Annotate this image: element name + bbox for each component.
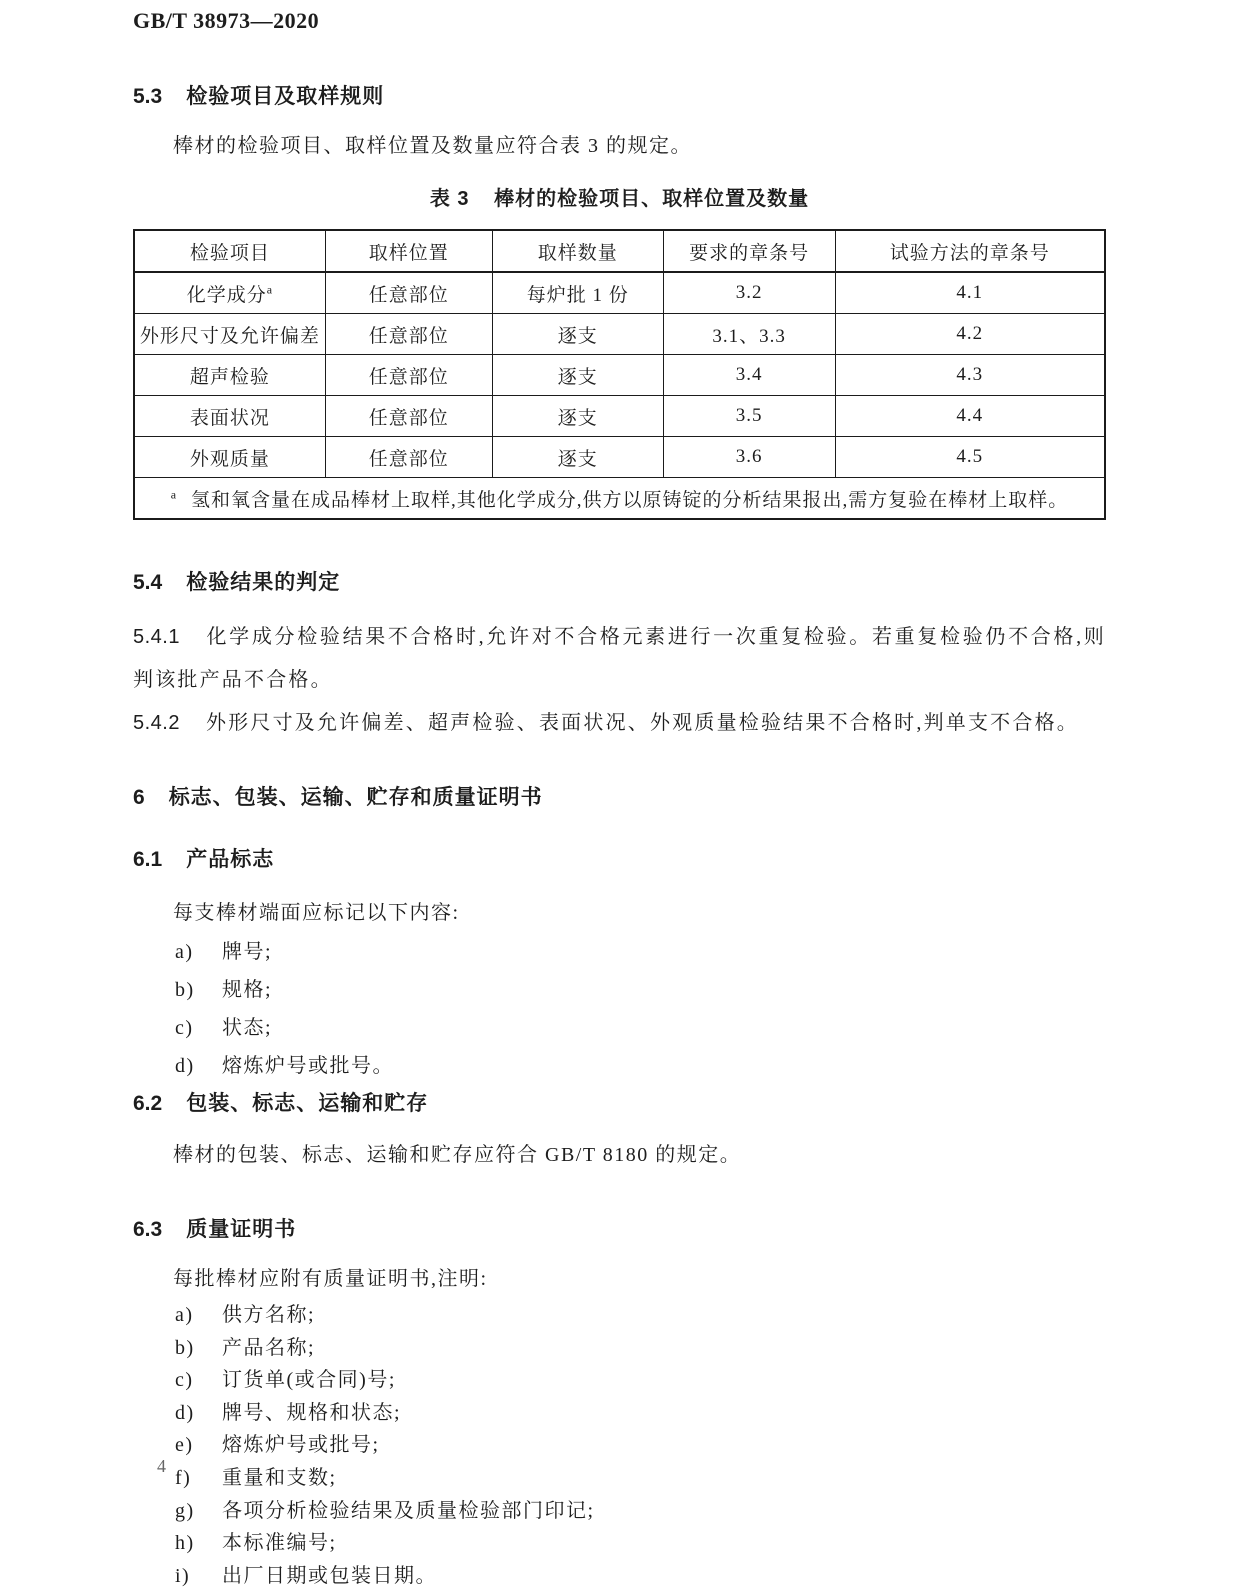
list-item: [133, 1462, 1106, 1495]
section-heading-6-3: [133, 1213, 1106, 1243]
list-item-text: 各项分析检验结果及质量检验部门印记;: [222, 1499, 595, 1522]
list-item-text: 出厂日期或包装日期。: [222, 1564, 437, 1587]
column-header: 取样位置: [325, 230, 492, 272]
table-cell: 3.1、3.3: [663, 314, 835, 355]
cell-text: 化学成分: [186, 284, 267, 306]
clause-text: 外形尺寸及允许偏差、超声检验、表面状况、外观质量检验结果不合格时,判单支不合格。: [205, 712, 1079, 734]
table-3: [133, 229, 1106, 520]
list-item: [133, 1009, 1106, 1047]
list-item-marker: e): [175, 1434, 194, 1457]
footnote-marker: a: [170, 487, 178, 502]
list-item-marker: c): [175, 1369, 194, 1392]
clause-text: 化学成分检验结果不合格时,允许对不合格元素进行一次重复检验。若重复检验仍不合格,则判该批产品不合格。: [133, 626, 1106, 691]
section-title: 质量证明书: [186, 1218, 297, 1241]
clause-5-4-1: [133, 616, 1106, 702]
table-row: [134, 355, 1105, 396]
section-heading-6-1: [133, 843, 1106, 873]
list-item-text: 产品名称;: [222, 1336, 316, 1359]
section-heading-5-3: [133, 80, 1106, 110]
table-cell: 外形尺寸及允许偏差: [134, 314, 325, 355]
table-cell: 任意部位: [325, 396, 492, 437]
table-caption-title: 棒材的检验项目、取样位置及数量: [494, 188, 810, 210]
column-header: 取样数量: [492, 230, 663, 272]
table-cell: 超声检验: [134, 355, 325, 396]
table-cell: 3.4: [663, 355, 835, 396]
table-cell: 3.5: [663, 396, 835, 437]
paragraph-6-2: 棒材的包装、标志、运输和贮存应符合 GB/T 8180 的规定。: [173, 1144, 742, 1166]
section-title: 产品标志: [186, 848, 275, 871]
section-number: 6.3: [133, 1218, 163, 1241]
table-cell: 4.5: [835, 437, 1105, 478]
list-item: [133, 971, 1106, 1009]
list-item-marker: f): [175, 1466, 192, 1489]
footnote-ref: a: [266, 282, 274, 297]
column-header: 要求的章条号: [663, 230, 835, 272]
section-number: 5.4: [133, 571, 163, 594]
paragraph-6-3: 每批棒材应附有质量证明书,注明:: [173, 1268, 488, 1290]
list-6-1: [133, 933, 1106, 1085]
table-cell: 4.1: [835, 272, 1105, 314]
table-row: [134, 396, 1105, 437]
table-cell: 任意部位: [325, 355, 492, 396]
list-item-text: 订货单(或合同)号;: [222, 1369, 396, 1392]
list-item: [133, 1364, 1106, 1397]
list-item-marker: h): [175, 1532, 195, 1555]
list-6-3: [133, 1299, 1106, 1592]
section-title: 包装、标志、运输和贮存: [186, 1092, 429, 1115]
table-cell: 4.3: [835, 355, 1105, 396]
list-item-marker: i): [175, 1564, 191, 1587]
table-cell: 逐支: [492, 355, 663, 396]
section-title: 标志、包装、运输、贮存和质量证明书: [168, 786, 543, 809]
table-cell: 逐支: [492, 437, 663, 478]
list-item-text: 重量和支数;: [222, 1466, 337, 1489]
table-cell: 3.2: [663, 272, 835, 314]
list-item-text: 熔炼炉号或批号。: [222, 1055, 394, 1077]
table-row: [134, 272, 1105, 314]
standard-number: GB/T 38973—2020: [133, 8, 320, 33]
column-header: 试验方法的章条号: [835, 230, 1105, 272]
section-title: 检验结果的判定: [186, 571, 341, 594]
list-item: [133, 1429, 1106, 1462]
table-row: [134, 314, 1105, 355]
table-footnote-row: [134, 478, 1105, 520]
section-number: 6.1: [133, 848, 163, 871]
table-cell: 任意部位: [325, 314, 492, 355]
column-header: 检验项目: [134, 230, 325, 272]
clause-number: 5.4.1: [133, 626, 180, 648]
table-cell: 任意部位: [325, 437, 492, 478]
list-item: [133, 1332, 1106, 1365]
paragraph-5-3: 棒材的检验项目、取样位置及数量应符合表 3 的规定。: [173, 135, 692, 157]
table-3-caption: [133, 182, 1106, 211]
list-item-marker: a): [175, 1304, 194, 1326]
clause-5-4-2: [133, 702, 1106, 745]
footnote-text: 氢和氧含量在成品棒材上取样,其他化学成分,供方以原铸锭的分析结果报出,需方复验在棒材上取样。: [191, 489, 1069, 511]
list-item-marker: b): [175, 979, 195, 1001]
list-item: [133, 933, 1106, 971]
section-number: 5.3: [133, 85, 163, 108]
table-cell: 每炉批 1 份: [492, 272, 663, 314]
list-item: [133, 1299, 1106, 1332]
paragraph-6-1: 每支棒材端面应标记以下内容:: [173, 902, 460, 924]
list-item-marker: c): [175, 1017, 194, 1039]
table-footnote: [134, 478, 1105, 520]
list-item-text: 状态;: [222, 1017, 273, 1039]
table-cell: 表面状况: [134, 396, 325, 437]
section-heading-6-2: [133, 1087, 1106, 1117]
page-number: 4: [157, 1456, 166, 1476]
list-item-marker: g): [175, 1499, 195, 1522]
list-item-marker: d): [175, 1401, 195, 1424]
list-item-text: 本标准编号;: [222, 1532, 337, 1555]
list-item-marker: b): [175, 1336, 195, 1359]
table-cell: 逐支: [492, 314, 663, 355]
list-item-text: 牌号;: [222, 941, 273, 963]
section-number: 6.2: [133, 1092, 163, 1115]
list-item-text: 熔炼炉号或批号;: [222, 1434, 380, 1457]
list-item: [133, 1495, 1106, 1528]
table-header-row: [134, 230, 1105, 272]
table-row: [134, 437, 1105, 478]
table-cell: [134, 272, 325, 314]
table-cell: 4.2: [835, 314, 1105, 355]
list-item: [133, 1397, 1106, 1430]
list-item-marker: d): [175, 1055, 195, 1077]
section-heading-5-4: [133, 566, 1106, 596]
list-item-marker: a): [175, 941, 194, 963]
section-number: 6: [133, 786, 145, 809]
clause-number: 5.4.2: [133, 712, 180, 734]
table-cell: 外观质量: [134, 437, 325, 478]
table-cell: 逐支: [492, 396, 663, 437]
table-cell: 4.4: [835, 396, 1105, 437]
table-cell: 3.6: [663, 437, 835, 478]
list-item: [133, 1560, 1106, 1592]
table-caption-label: 表 3: [429, 188, 470, 210]
list-item-text: 规格;: [222, 979, 273, 1001]
list-item: [133, 1527, 1106, 1560]
list-item-text: 供方名称;: [222, 1304, 316, 1326]
section-heading-6: [133, 781, 1106, 811]
table-cell: 任意部位: [325, 272, 492, 314]
list-item-text: 牌号、规格和状态;: [222, 1401, 402, 1424]
list-item: [133, 1047, 1106, 1085]
section-title: 检验项目及取样规则: [186, 85, 385, 108]
